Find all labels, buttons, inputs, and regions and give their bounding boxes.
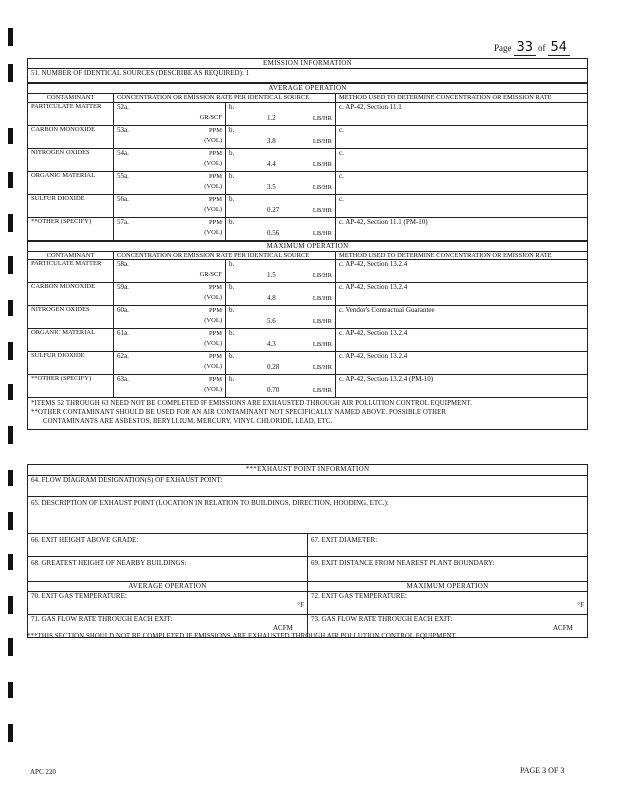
method-value: AP-42, Section 13.2.4 [345,260,408,268]
concentration-unit-2: (VOL) [204,159,222,167]
emission-rate-unit: LB/HR [312,387,332,394]
col-concentration: CONCENTRATION OR EMISSION RATE PER IDENTICAL SOURCE [114,94,336,103]
item-70-gas-temperature: 70. EXIT GAS TEMPERATURE: °F [28,592,308,615]
item-72-unit: °F [577,601,584,609]
emission-rate-unit: LB/HR [312,295,332,302]
item-51-identical-sources: 51. NUMBER OF IDENTICAL SOURCES (DESCRIBE AS REQUIRED): 1 [28,69,588,84]
item-number: 54a. [117,148,129,157]
emission-rate-cell [226,306,336,329]
method-letter: c. [339,217,344,226]
item-69-boundary-distance: 69. EXIT DISTANCE FROM NEAREST PLANT BOUNDARY: [308,557,588,582]
method-letter: c. [339,194,344,203]
item-73-gas-flow-rate: 73. GAS FLOW RATE THROUGH EACH EXIT: ACFM [308,615,588,638]
method-cell [336,306,588,329]
contaminant-name: NITROGEN OXIDES [28,148,114,171]
contaminant-name: CARBON MONOXIDE [28,283,114,306]
concentration-unit-2: (VOL) [204,294,222,301]
emission-rate-cell [226,102,336,125]
emission-information-table [27,58,588,430]
exhaust-average-title: AVERAGE OPERATION [28,582,308,592]
concentration-unit-2: (VOL) [204,340,222,347]
concentration-unit: PPM [208,284,222,291]
note-items-52-63: *ITEMS 52 THROUGH 63 NEED NOT BE COMPLETED IF EMISSIONS ARE EXHAUSTED THROUGH AIR POLLUTION CONTROL EQUIPMENT. [31,400,472,407]
item-number: 62a. [117,352,129,360]
emission-rate-value: 1.5 [267,271,276,279]
concentration-unit: PPM [208,195,222,203]
item-number: 52a. [117,102,129,111]
concentration-unit: PPM [208,376,222,383]
method-letter: c. [339,283,344,291]
item-number: 53a. [117,125,129,134]
concentration-unit-2: GR/SCF [199,271,222,278]
page-label: Page [494,43,512,53]
emission-rate-cell [226,283,336,306]
emission-rate-unit: LB/HR [312,114,332,122]
item-71-unit: ACFM [273,624,293,632]
rate-letter: b. [229,329,235,337]
rate-letter: b. [229,148,235,157]
item-number: 63a. [117,375,129,383]
emission-rate-unit: LB/HR [312,206,332,214]
contaminant-name: ORGANIC MATERIAL [28,329,114,352]
item-number: 55a. [117,171,129,180]
page-number [494,40,570,56]
method-letter: c. [339,171,344,180]
method-value: AP-42, Section 13.2.4 [345,283,408,291]
item-number: 57a. [117,217,129,226]
emission-rate-cell [226,375,336,398]
method-letter: c. [339,375,344,383]
emission-section-title: EMISSION INFORMATION [28,59,588,69]
concentration-cell [114,102,226,125]
col-method-max: METHOD USED TO DETERMINE CONCENTRATION OR EMISSION RATE [336,251,588,260]
method-letter: c. [339,148,344,157]
emission-rate-unit: LB/HR [312,272,332,279]
concentration-unit: PPM [208,172,222,180]
method-value: Vendor's Contractual Guarantee [345,306,435,314]
concentration-unit: PPM [208,307,222,314]
method-cell [336,352,588,375]
item-67-exit-diameter: 67. EXIT DIAMETER: [308,534,588,557]
emission-rate-unit: LB/HR [312,364,332,371]
concentration-cell [114,306,226,329]
contaminant-row [28,171,588,194]
contaminant-row [28,102,588,125]
rate-letter: b. [229,194,235,203]
page-current: 33 [514,40,536,56]
concentration-cell [114,217,226,241]
concentration-cell [114,283,226,306]
method-letter: c. [339,306,344,314]
item-70-unit: °F [297,601,304,609]
concentration-unit-2: (VOL) [204,136,222,144]
emission-rate-unit: LB/HR [312,137,332,145]
emission-rate-value: 4.3 [267,340,276,348]
method-letter: c. [339,102,344,111]
emission-rate-unit: LB/HR [312,229,332,237]
method-cell [336,375,588,398]
contaminant-name: ORGANIC MATERIAL [28,171,114,194]
page-of-label: of [538,43,546,53]
footer-page: PAGE 3 OF 3 [520,766,565,775]
method-value: AP-42, Section 13.2.4 [345,352,408,360]
contaminant-name: **OTHER (SPECIFY) [28,375,114,398]
item-68-nearby-building-height: 68. GREATEST HEIGHT OF NEARBY BUILDINGS: [28,557,308,582]
col-contaminant-max: CONTAMINANT [28,251,114,260]
contaminant-row [28,125,588,148]
concentration-unit-2: GR/SCF [199,113,222,121]
emission-rate-value: 5.6 [267,317,276,325]
rate-letter: b. [229,171,235,180]
emission-rate-value: 4.4 [267,159,276,168]
emission-rate-value: 0.56 [267,228,280,237]
contaminant-name: NITROGEN OXIDES [28,306,114,329]
concentration-unit: PPM [208,353,222,360]
rate-letter: b. [229,283,235,291]
contaminant-name: PARTICULATE MATTER [28,260,114,283]
contaminant-row [28,194,588,217]
concentration-unit-2: (VOL) [204,386,222,393]
rate-letter: b. [229,102,235,111]
item-72-gas-temperature: 72. EXIT GAS TEMPERATURE: °F [308,592,588,615]
emission-rate-cell [226,148,336,171]
contaminant-row [28,217,588,241]
emission-rate-cell [226,260,336,283]
item-number: 60a. [117,306,129,314]
method-cell [336,194,588,217]
concentration-cell [114,352,226,375]
contaminant-row [28,352,588,375]
item-65-exhaust-description: 65. DESCRIPTION OF EXHAUST POINT (LOCATION IN RELATION TO BUILDINGS, DIRECTION, HOODING, ETC.): [28,497,588,534]
method-cell [336,329,588,352]
concentration-cell [114,125,226,148]
method-value: AP-42, Section 13.2.4 (PM-10) [345,375,434,383]
concentration-cell [114,194,226,217]
item-number: 56a. [117,194,129,203]
rate-letter: b. [229,260,235,268]
contaminant-row [28,260,588,283]
emission-rate-cell [226,194,336,217]
concentration-unit-2: (VOL) [204,317,222,324]
method-cell [336,217,588,241]
concentration-unit-2: (VOL) [204,228,222,236]
method-cell [336,283,588,306]
concentration-unit: PPM [208,149,222,157]
method-cell [336,260,588,283]
method-cell [336,102,588,125]
concentration-unit: PPM [208,218,222,226]
exhaust-maximum-title: MAXIMUM OPERATION [308,582,588,592]
rate-letter: b. [229,375,235,383]
method-letter: c. [339,352,344,360]
rate-letter: b. [229,306,235,314]
note-other-examples: CONTAMINANTS ARE ASBESTOS, BERYLLIUM, MERCURY, VINYL CHLORIDE, LEAD, ETC. [43,418,333,425]
note-other-contaminant: **OTHER CONTAMINANT SHOULD BE USED FOR AN AIR CONTAMINANT NOT SPECIFICALLY NAMED ABOVE. POSSIBLE OTHER [31,409,447,416]
item-number: 59a. [117,283,129,291]
item-number: 58a. [117,260,129,268]
emission-rate-unit: LB/HR [312,160,332,168]
contaminant-row [28,306,588,329]
contaminant-name: SULFUR DIOXIDE [28,352,114,375]
contaminant-name: SULFUR DIOXIDE [28,194,114,217]
concentration-cell [114,260,226,283]
item-71-gas-flow-rate: 71. GAS FLOW RATE THROUGH EACH EXIT: ACFM [28,615,308,638]
col-concentration-max: CONCENTRATION OR EMISSION RATE PER IDENTICAL SOURCE [114,251,336,260]
concentration-cell [114,329,226,352]
emission-rate-value: 4.8 [267,294,276,302]
emission-rate-unit: LB/HR [312,183,332,191]
method-value: AP-42, Section 11.1 (PM-10) [345,217,428,226]
col-method: METHOD USED TO DETERMINE CONCENTRATION OR EMISSION RATE [336,94,588,103]
exhaust-point-table [27,464,588,638]
contaminant-row [28,375,588,398]
rate-letter: b. [229,217,235,226]
method-value: AP-42, Section 13.2.4 [345,329,408,337]
page-total: 54 [548,40,570,56]
exhaust-note: ***THIS SECTION SHOULD NOT BE COMPLETED IF EMISSIONS ARE EXHAUSTED THROUGH AIR POLLUTION CONTROL EQUIPMENT. [27,633,458,640]
form-id: APC 220 [30,768,56,776]
rate-letter: b. [229,125,235,134]
concentration-unit-2: (VOL) [204,363,222,370]
emission-rate-value: 0.28 [267,363,280,371]
method-cell [336,125,588,148]
emission-rate-cell [226,352,336,375]
contaminant-row [28,148,588,171]
emission-rate-unit: LB/HR [312,341,332,348]
emission-rate-value: 3.5 [267,182,276,191]
concentration-cell [114,148,226,171]
contaminant-name: CARBON MONOXIDE [28,125,114,148]
concentration-unit-2: (VOL) [204,182,222,190]
item-73-unit: ACFM [553,624,573,632]
concentration-cell [114,171,226,194]
method-letter: c. [339,125,344,134]
method-letter: c. [339,329,344,337]
contaminant-name: PARTICULATE MATTER [28,102,114,125]
contaminant-row [28,283,588,306]
item-64-flow-diagram: 64. FLOW DIAGRAM DESIGNATION(S) OF EXHAUST POINT: [28,476,588,497]
concentration-unit: PPM [208,126,222,134]
method-letter: c. [339,260,344,268]
method-cell [336,171,588,194]
exhaust-section-title: ***EXHAUST POINT INFORMATION [28,465,588,476]
concentration-unit: PPM [208,330,222,337]
method-cell [336,148,588,171]
emission-rate-cell [226,329,336,352]
item-66-exit-height: 66. EXIT HEIGHT ABOVE GRADE: [28,534,308,557]
contaminant-row [28,329,588,352]
rate-letter: b. [229,352,235,360]
emission-rate-cell [226,125,336,148]
concentration-unit-2: (VOL) [204,205,222,213]
emission-notes [28,398,588,430]
average-operation-title: AVERAGE OPERATION [28,83,588,94]
concentration-cell [114,375,226,398]
item-number: 61a. [117,329,129,337]
emission-rate-value: 3.8 [267,136,276,145]
emission-rate-value: 0.70 [267,386,280,394]
col-contaminant: CONTAMINANT [28,94,114,103]
emission-rate-cell [226,171,336,194]
emission-rate-value: 1.2 [267,113,276,122]
emission-rate-cell [226,217,336,241]
emission-rate-value: 0.27 [267,205,280,214]
contaminant-name: **OTHER (SPECIFY) [28,217,114,241]
method-value: AP-42, Section 11.1 [345,102,402,111]
maximum-operation-title: MAXIMUM OPERATION [28,241,588,252]
emission-rate-unit: LB/HR [312,318,332,325]
